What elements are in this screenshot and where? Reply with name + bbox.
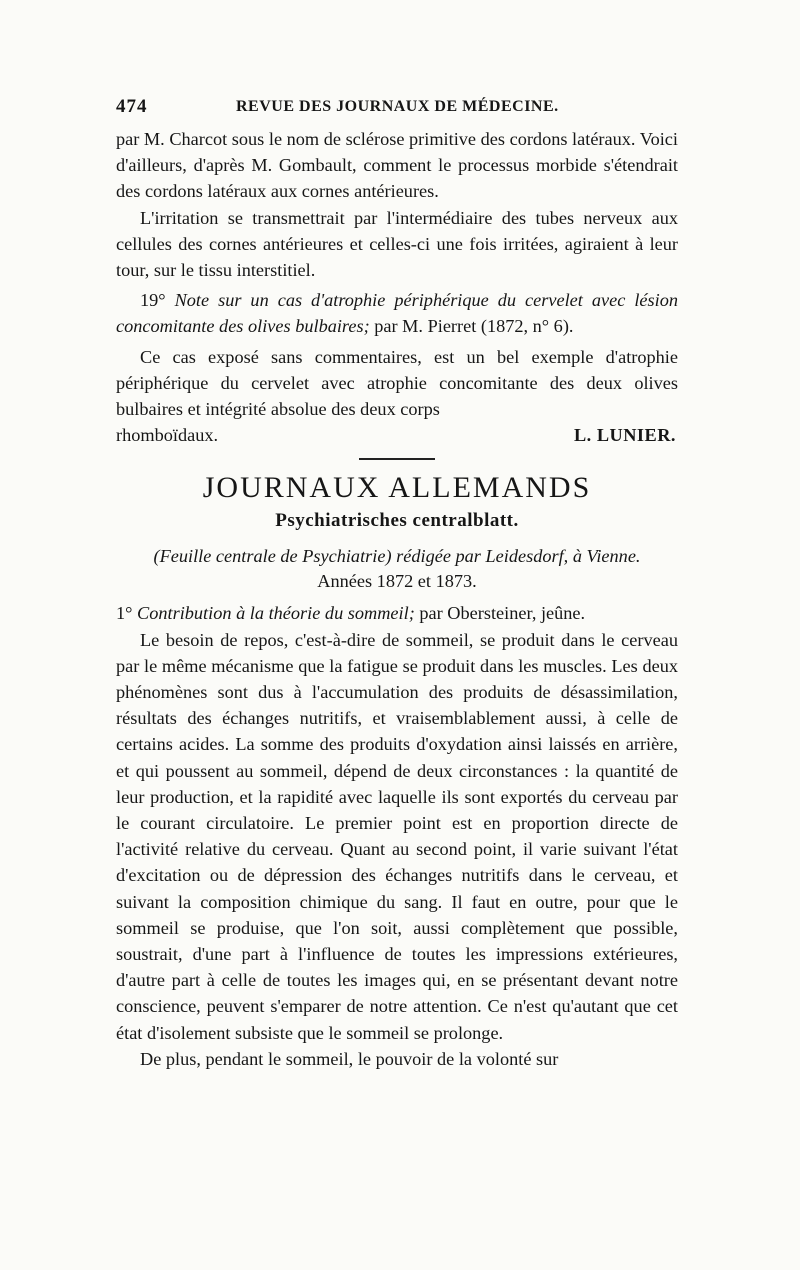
paragraph-cervelet: Ce cas exposé sans commentaires, est un bel exemple d'atrophie périphérique du cervelet avec atrophie concomitante des deux olives bulbaires et intégrité absolue des deux corps xyxy=(116,346,678,420)
book-page xyxy=(116,96,678,1072)
article-1-number: 1° xyxy=(116,603,138,624)
running-title: REVUE DES JOURNAUX DE MÉDECINE. xyxy=(236,98,559,115)
paragraph-volonte: De plus, pendant le sommeil, le pouvoir de la volonté sur xyxy=(140,1048,559,1069)
section-title: JOURNAUX ALLEMANDS xyxy=(202,471,592,505)
section-divider xyxy=(359,458,435,460)
article-1-title: Contribution à la théorie du sommeil; xyxy=(137,603,415,624)
item-19-number: 19° xyxy=(140,290,175,311)
signature-line xyxy=(116,422,678,448)
paragraph-irritation: L'irritation se transmettrait par l'intermédiaire des tubes nerveux aux cellules des cornes antérieures et celles-ci une fois irritées, agiraient à leur tour, sur le tissu interstitiel. xyxy=(116,207,678,281)
journal-title: Psychiatrisches centralblatt. xyxy=(275,510,519,532)
item-19-title: Note sur un cas d'atrophie périphérique du cervelet avec lésion concomitante des olives bulbaires; xyxy=(116,290,678,337)
journal-years: Années 1872 et 1873. xyxy=(317,571,477,592)
page-number: 474 xyxy=(116,96,148,117)
paragraph-cervelet-end: rhomboïdaux. xyxy=(116,425,219,446)
item-19-author: par M. Pierret (1872, n° 6). xyxy=(369,316,574,337)
article-1-heading xyxy=(116,600,678,626)
signature: L. LUNIER. xyxy=(573,425,676,446)
article-1-author: par Obersteiner, jeûne. xyxy=(414,603,586,624)
paragraph-sommeil: Le besoin de repos, c'est-à-dire de sommeil, se produit dans le cerveau par le même mécanisme que la fatigue se produit dans les muscles. Les deux phénomènes sont dus à l'accumulation des produits de désassimilation, résultats des échanges nutritifs, et vraisemblablement aussi, à celle de certains acides. La somme des produits d'oxydation ainsi laissés en arrière, et qui poussent au sommeil, dépend de deux circonstances : la quantité de leur production, et la rapidité avec laquelle ils sont exportés du cerveau par le courant circulatoire. Le premier point est en proportion directe de l'activité relative du cerveau. Quant au second point, il varie suivant l'état d'excitation ou de dépression des échanges nutritifs dans le cerveau, et suivant la composition chimique du sang. Il faut en outre, pour que le sommeil se produise, que l'on soit, aussi complètement que possible, soustrait, d'une part à l'influence de toutes les impressions extérieures, d'autre part à celle de toutes les images qui, en se présentant devant notre conscience, peuvent s'emparer de notre attention. Ce n'est qu'autant que cet état d'isolement subsiste que le sommeil se prolonge. xyxy=(116,629,678,1043)
running-header xyxy=(116,96,678,126)
item-19-heading xyxy=(116,287,678,339)
journal-edition: (Feuille centrale de Psychiatrie) rédigée par Leidesdorf, à Vienne. xyxy=(153,546,641,567)
paragraph-charcot: par M. Charcot sous le nom de sclérose primitive des cordons latéraux. Voici d'ailleurs, d'après M. Gombault, comment le processus morbide s'étendrait des cordons latéraux aux cornes antérieures. xyxy=(116,129,678,202)
